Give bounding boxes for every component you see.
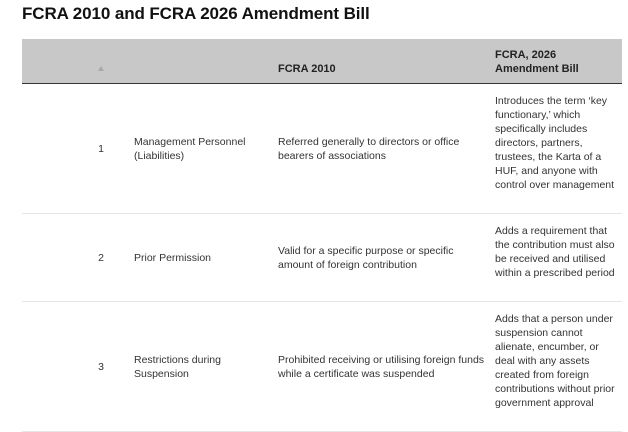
page-title: FCRA 2010 and FCRA 2026 Amendment Bill: [22, 4, 370, 23]
column-header-number[interactable]: [22, 39, 130, 84]
row-item: Management Personnel (Liabilities): [130, 84, 274, 214]
table-row: [22, 214, 622, 302]
row-item: Restrictions during Suspension: [130, 302, 274, 432]
row-fcra-2010: Referred generally to directors or office bearers of associations: [274, 84, 491, 214]
sort-ascending-icon[interactable]: [98, 66, 104, 71]
column-header-item[interactable]: [130, 39, 274, 84]
row-fcra-2026: Adds a requirement that the contribution must also be received and utilised within a prescribed period: [491, 214, 622, 302]
row-number: 1: [22, 84, 130, 214]
table-row: [22, 302, 622, 432]
row-number: 2: [22, 214, 130, 302]
row-fcra-2026: Introduces the term ‘key functionary,’ which specifically includes directors, partners, trustees, the Karta of a HUF, and anyone with control over management: [491, 84, 622, 214]
row-fcra-2010: Valid for a specific purpose or specific amount of foreign contribution: [274, 214, 491, 302]
column-header-fcra-2010[interactable]: FCRA 2010: [274, 39, 491, 84]
row-item: Prior Permission: [130, 214, 274, 302]
comparison-table: [22, 39, 622, 432]
table-row: [22, 84, 622, 214]
table-header-row: [22, 39, 622, 84]
column-header-fcra-2026[interactable]: FCRA, 2026 Amendment Bill: [491, 39, 622, 84]
row-fcra-2010: Prohibited receiving or utilising foreign funds while a certificate was suspended: [274, 302, 491, 432]
row-fcra-2026: Adds that a person under suspension cannot alienate, encumber, or deal with any assets created from foreign contributions without prior government approval: [491, 302, 622, 432]
row-number: 3: [22, 302, 130, 432]
